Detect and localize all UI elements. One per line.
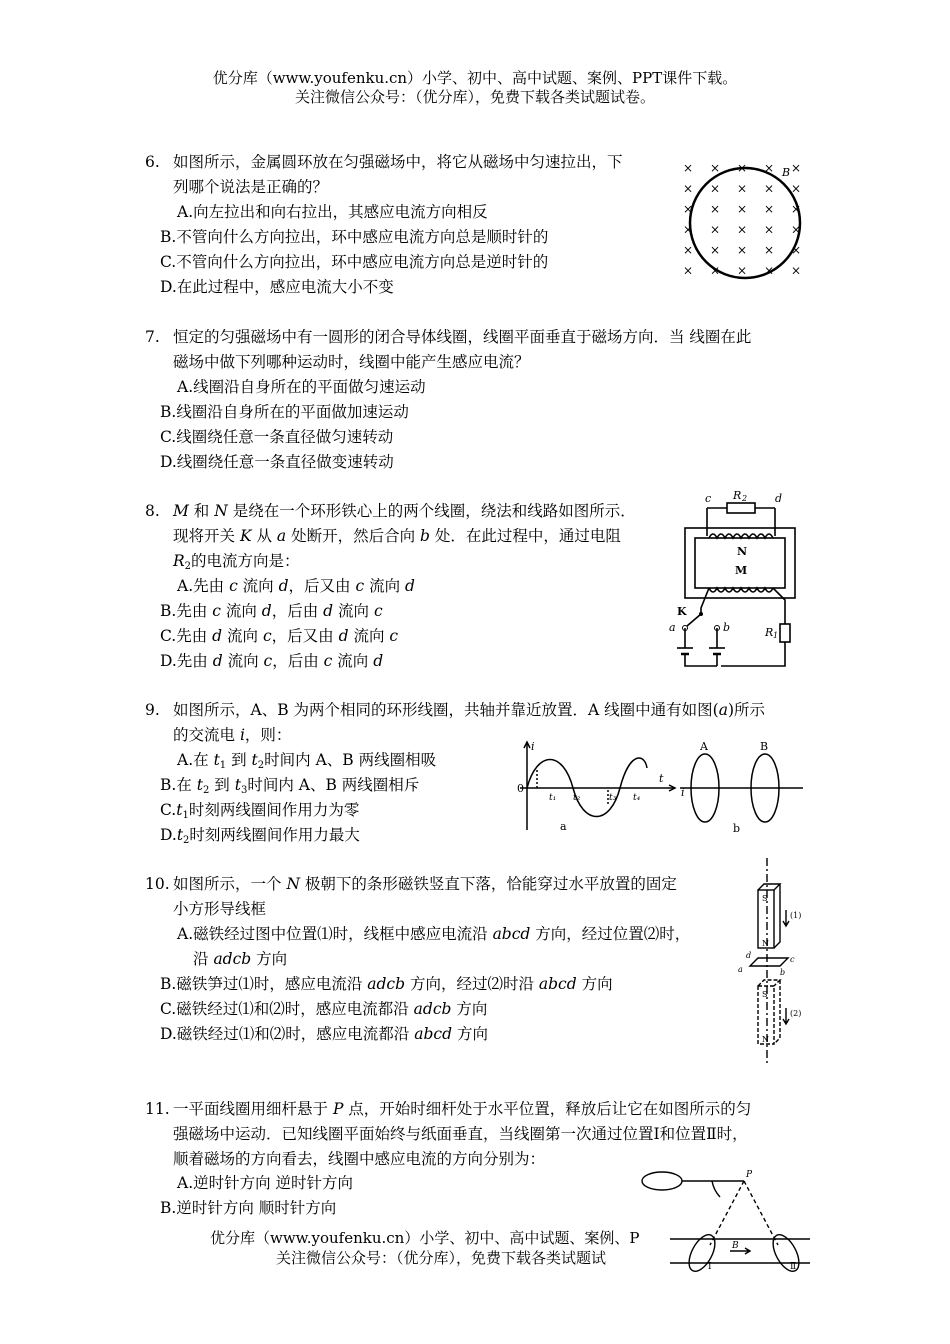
q7-number: 7. <box>145 328 160 346</box>
q8-option-b: B.先由 c 流向 d，后由 d 流向 c <box>160 602 383 620</box>
resistor-r2 <box>727 503 755 513</box>
header-line-1: 优分库（www.youfenku.cn）小学、初中、高中试题、案例、PPT课件下载。 <box>212 69 738 87</box>
label-position-1: Ⅰ <box>708 1262 712 1272</box>
q9-option-a: A.在 $t_1$ 到 $t_2$时间内 A、B 两线圈相吸 <box>177 751 437 771</box>
svg-text:d: d <box>746 951 752 960</box>
q6-option-a: A.向左拉出和向右拉出，其感应电流方向相反 <box>177 203 488 221</box>
svg-text:t₃: t₃ <box>609 793 617 803</box>
q7-option-a: A.线圈沿自身所在的平面做匀速运动 <box>177 378 426 396</box>
field-cross-mark: × <box>682 263 694 278</box>
q11-stem-line-2: 强磁场中运动．已知线圈平面始终与纸面垂直，当线圈第一次通过位置Ⅰ和位置Ⅱ时， <box>173 1125 748 1143</box>
coil-initial <box>642 1172 682 1190</box>
svg-text:N: N <box>762 939 769 948</box>
caption-b: b <box>733 822 741 835</box>
field-cross-mark: × <box>709 181 721 196</box>
q8-stem-line-2: 现将开关 K 从 a 处断开，然后合向 b 处．在此过程中，通过电阻 <box>173 527 621 545</box>
svg-text:t₁: t₁ <box>549 793 557 803</box>
q6-figure-magnetic-field-ring <box>680 158 810 283</box>
field-cross-mark: × <box>763 222 775 237</box>
q9-number: 9. <box>145 701 160 719</box>
fig-label-d: d <box>775 492 783 505</box>
svg-text:t₄: t₄ <box>633 793 641 803</box>
q6-option-d: D.在此过程中，感应电流大小不变 <box>160 278 394 296</box>
coil-label-b: B <box>760 740 769 753</box>
q10-option-a-cont: 沿 adcb 方向 <box>193 950 288 968</box>
field-cross-mark: × <box>790 181 802 196</box>
svg-text:N: N <box>762 1035 769 1044</box>
field-cross-mark: × <box>709 263 721 278</box>
q9-option-d: $D.t_2$时刻两线圈间作用力最大 <box>160 826 360 846</box>
q11-figure-pendulum-coil <box>640 1165 810 1273</box>
q10-stem-line-1: 如图所示，一个 N 极朝下的条形磁铁竖直下落，恰能穿过水平放置的固定 <box>173 875 677 893</box>
field-cross-mark: × <box>763 202 775 216</box>
q11-option-a: A.逆时针方向 逆时针方向 <box>177 1174 354 1192</box>
q10-stem-line-2: 小方形导线框 <box>173 900 267 918</box>
q6-option-c: C.不管向什么方向拉出，环中感应电流方向总是逆时针的 <box>160 253 549 271</box>
field-cross-mark: × <box>763 181 775 196</box>
q7-option-b: B.线圈沿自身所在的平面做加速运动 <box>160 403 409 421</box>
q10-option-c: C.磁铁经过⑴和⑵时，感应电流都沿 adcb 方向 <box>160 1000 488 1018</box>
field-b: B <box>732 1241 739 1251</box>
field-label-b: B <box>782 166 791 179</box>
field-cross-mark: × <box>709 161 721 175</box>
svg-text:(1): (1) <box>790 911 802 920</box>
q9-option-b: B.在 $t_2$ 到 $t_3$时间内 A、B 两线圈相斥 <box>160 776 420 796</box>
q7-stem-line-2: 磁场中做下列哪种运动时，线圈中能产生感应电流？ <box>173 353 530 371</box>
field-cross-mark: × <box>736 263 748 278</box>
svg-text:c: c <box>790 955 795 964</box>
field-cross-mark: × <box>709 243 721 257</box>
field-cross-mark: × <box>790 222 802 237</box>
resistor-r1 <box>780 624 790 642</box>
q7-option-c: C.线圈绕任意一条直径做匀速转动 <box>160 428 394 446</box>
field-cross-mark: × <box>763 263 775 278</box>
q6-number: 6. <box>145 153 160 171</box>
field-cross-mark: × <box>790 243 802 257</box>
fig-label-b: b <box>723 621 731 634</box>
footer-line-1: 优分库（www.youfenku.cn）小学、初中、高中试题、案例、P <box>210 1229 640 1247</box>
coil-label-a: A <box>700 740 708 753</box>
point-p: P <box>746 1170 753 1180</box>
fig-label-a: a <box>669 621 676 634</box>
q11-stem-line-1: 一平面线圈用细杆悬于 P 点，开始时细杆处于水平位置，释放后让它在如图所示的匀 <box>173 1100 752 1118</box>
q10-option-a: A.磁铁经过图中位置⑴时，线框中感应电流沿 abcd 方向，经过位置⑵时， <box>177 925 691 943</box>
label-position-2: Ⅱ <box>790 1262 797 1272</box>
field-cross-mark: × <box>682 222 694 237</box>
field-cross-mark: × <box>682 181 694 196</box>
q8-option-a: A.先由 c 流向 d，后又由 c 流向 d <box>177 577 415 595</box>
q8-stem-line-1: M 和 N 是绕在一个环形铁心上的两个线圈，绕法和线路如图所示． <box>173 502 636 520</box>
field-cross-mark: × <box>763 243 775 257</box>
q10-number: 10. <box>145 875 170 893</box>
svg-text:S: S <box>762 894 768 903</box>
q6-option-b: B.不管向什么方向拉出，环中感应电流方向总是顺时针的 <box>160 228 549 246</box>
svg-text:i: i <box>681 786 685 799</box>
q7-option-d: D.线圈绕任意一条直径做变速转动 <box>160 453 394 471</box>
field-cross-mark: × <box>736 222 748 237</box>
field-cross-mark: × <box>709 202 721 216</box>
q9-option-c: $C.t_1$时刻两线圈间作用力为零 <box>160 801 360 821</box>
svg-text:b: b <box>780 968 786 977</box>
field-cross-mark: × <box>682 161 694 175</box>
q9-figure-ac-current-and-coils <box>515 740 805 835</box>
q8-figure-circuit <box>665 488 800 670</box>
field-cross-mark: × <box>790 161 802 175</box>
q10-figure-falling-magnet <box>730 858 810 1063</box>
svg-text:a: a <box>738 965 743 974</box>
axis-origin: 0 <box>517 782 524 795</box>
q9-stem-line-1: 如图所示，A、B 为两个相同的环形线圈，共轴并靠近放置．A 线圈中通有如图(a)所示 <box>173 701 765 719</box>
q6-stem-line-1: 如图所示，金属圆环放在匀强磁场中，将它从磁场中匀速拉出，下 <box>173 153 623 171</box>
field-cross-mark: × <box>736 202 748 216</box>
field-cross-mark: × <box>790 263 802 278</box>
q11-stem-line-3: 顺着磁场的方向看去，线圈中感应电流的方向分别为： <box>173 1150 546 1168</box>
q11-option-b: B.逆时针方向 顺时针方向 <box>160 1199 337 1217</box>
q8-number: 8. <box>145 502 160 520</box>
svg-text:(2): (2) <box>790 1009 802 1018</box>
field-cross-mark: × <box>736 161 748 175</box>
field-cross-mark: × <box>682 202 694 216</box>
footer-line-2: 关注微信公众号：（优分库），免费下载各类试题试 <box>276 1249 607 1267</box>
q11-number: 11. <box>145 1100 170 1118</box>
q8-option-d: D.先由 d 流向 c，后由 c 流向 d <box>160 652 384 670</box>
field-cross-mark: × <box>790 202 802 216</box>
svg-text:S: S <box>762 990 768 999</box>
axis-label-i: i <box>531 740 535 753</box>
field-cross-mark: × <box>763 161 775 175</box>
fig-label-n: N <box>737 545 748 558</box>
field-cross-mark: × <box>736 181 748 196</box>
field-cross-mark: × <box>736 243 748 257</box>
switch-k-blade <box>687 614 701 626</box>
svg-text:t₂: t₂ <box>573 793 581 803</box>
fig-label-m: M <box>735 564 748 577</box>
svg-text:1: 1 <box>773 631 779 640</box>
q7-stem-line-1: 恒定的匀强磁场中有一圆形的闭合导体线圈，线圈平面垂直于磁场方向．当 线圈在此 <box>173 328 752 346</box>
fig-label-r2: R <box>733 489 742 502</box>
fig-label-c: c <box>705 492 712 505</box>
q10-option-d: D.磁铁经过⑴和⑵时，感应电流都沿 abcd 方向 <box>160 1025 488 1043</box>
header-line-2: 关注微信公众号：（优分库），免费下载各类试题试卷。 <box>294 88 655 106</box>
caption-a: a <box>560 820 567 833</box>
field-cross-mark: × <box>709 222 721 237</box>
q8-option-c: C.先由 d 流向 c，后又由 d 流向 c <box>160 627 399 645</box>
q6-stem-line-2: 列哪个说法是正确的？ <box>173 178 329 196</box>
q8-stem-line-3: $R_2$的电流方向是： <box>173 552 300 572</box>
q10-option-b: B.磁铁笋过⑴时，感应电流沿 adcb 方向，经过⑵时沿 abcd 方向 <box>160 975 613 993</box>
field-cross-mark: × <box>682 243 694 257</box>
axis-label-t: t <box>659 772 664 785</box>
fig-label-k: K <box>677 605 687 618</box>
q9-stem-line-2: 的交流电 i，则： <box>173 726 292 744</box>
wire-frame <box>750 958 788 966</box>
svg-text:2: 2 <box>742 494 748 503</box>
fig-label-r1: R <box>765 626 774 639</box>
